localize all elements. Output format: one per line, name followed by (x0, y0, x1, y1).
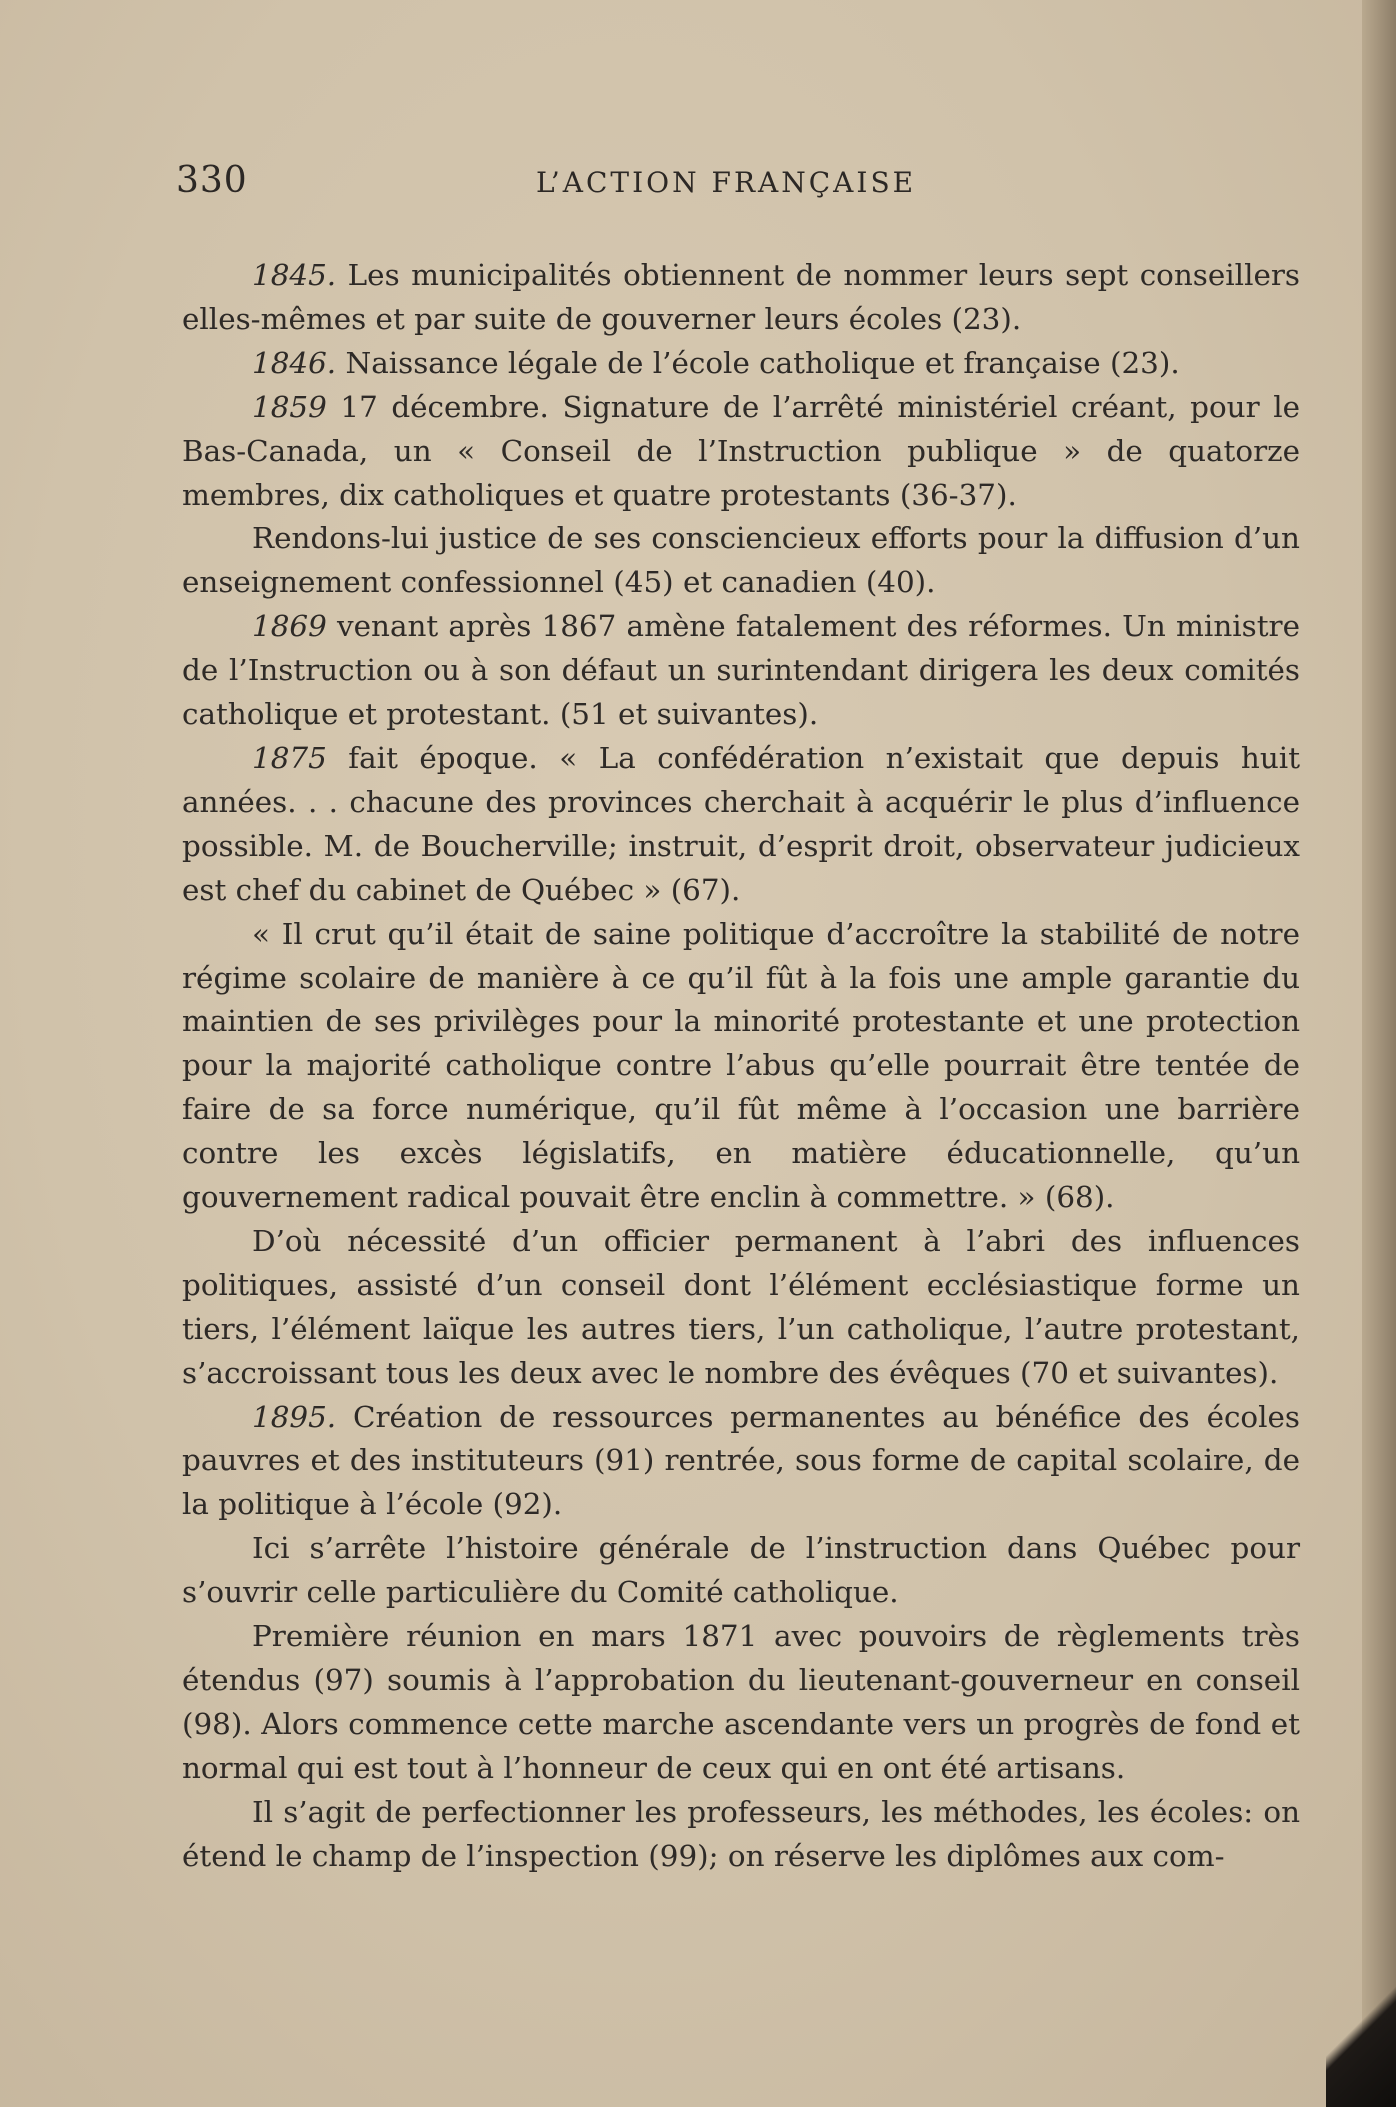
paragraph-text: 17 décembre. Signature de l’arrêté ministériel créant, pour le Bas-Canada, un « Conseil de l’Instruction publique » de quatorze membres, dix catholiques et quatre protestants (36-37). (182, 389, 1300, 512)
paragraph-text: Naissance légale de l’école catholique et française (23). (336, 345, 1180, 380)
paragraph (182, 254, 1300, 342)
paragraph (182, 342, 1300, 386)
paragraph (182, 1615, 1300, 1791)
paragraph-text: Création de ressources permanentes au bénéfice des écoles pauvres et des instituteurs (91) rentrée, sous forme de capital scolaire, de la politique à l’école (92). (182, 1399, 1300, 1522)
paragraph (182, 517, 1300, 605)
paragraph-text: Les municipalités obtiennent de nommer leurs sept conseillers elles-mêmes et par suite de gouverner leurs écoles (23). (182, 258, 1300, 336)
paragraph (182, 737, 1300, 913)
running-title: L’ACTION FRANÇAISE (536, 166, 917, 199)
paragraph-date: 1845. (252, 258, 337, 292)
paragraph-date: 1875 (252, 740, 327, 775)
paragraph-date: 1869 (252, 609, 327, 644)
paragraph-text: fait époque. « La confédération n’existait que depuis huit années. . . chacune des provinces cherchait à acquérir le plus d’influence possible. M. de Boucherville; instruit, d’esprit droit, observateur judicieux est chef du cabinet de Québec » (67). (182, 740, 1300, 907)
paragraph (182, 1396, 1300, 1528)
paragraph-text: « Il crut qu’il était de saine politique d’accroître la stabilité de notre régime scolaire de manière à ce qu’il fût à la fois une ample garantie du maintien de ses privilèges pour la minorité protestante et une protection pour la majorité catholique contre l’abus qu’elle pourrait être tentée de faire de sa force numérique, qu’il fût même à l’occasion une barrière contre les excès législatifs, en matière éducationnelle, qu’un gouvernement radical pouvait être enclin à commettre. » (68). (182, 916, 1300, 1215)
page-number: 330 (176, 160, 248, 201)
paragraph (182, 913, 1300, 1220)
paragraph-text: Ici s’arrête l’histoire générale de l’instruction dans Québec pour s’ouvrir celle particulière du Comité catholique. (182, 1531, 1300, 1610)
body-text (182, 254, 1300, 1879)
corner-shadow (1326, 1957, 1396, 2107)
paragraph (182, 605, 1300, 737)
paragraph-text: Il s’agit de perfectionner les professeurs, les méthodes, les écoles: on étend le champ de l’inspection (99); on réserve les diplômes aux com- (182, 1794, 1300, 1873)
paragraph (182, 1527, 1300, 1615)
paragraph (182, 1220, 1300, 1396)
paragraph-text: Rendons-lui justice de ses consciencieux efforts pour la diffusion d’un enseignement confessionnel (45) et canadien (40). (182, 521, 1300, 600)
page-edge (1362, 0, 1396, 2107)
paragraph-date: 1859 (252, 389, 327, 424)
paragraph-date: 1846. (252, 345, 337, 380)
paragraph (182, 1791, 1300, 1879)
paragraph (182, 386, 1300, 518)
page-header (176, 160, 1296, 210)
paragraph-text: Première réunion en mars 1871 avec pouvoirs de règlements très étendus (97) soumis à l’approbation du lieutenant-gouverneur en conseil (98). Alors commence cette marche ascendante vers un progrès de fond et normal qui est tout à l’honneur de ceux qui en ont été artisans. (182, 1619, 1300, 1785)
paragraph-text: D’où nécessité d’un officier permanent à l’abri des influences politiques, assisté d’un conseil dont l’élément ecclésiastique forme un tiers, l’élément laïque les autres tiers, l’un catholique, l’autre protestant, s’accroissant tous les deux avec le nombre des évêques (70 et suivantes). (182, 1223, 1300, 1390)
paragraph-date: 1895. (252, 1399, 337, 1434)
paragraph-text: venant après 1867 amène fatalement des réformes. Un ministre de l’Instruction ou à son défaut un surintendant dirigera les deux comités catholique et protestant. (51 et suivantes). (182, 609, 1300, 732)
